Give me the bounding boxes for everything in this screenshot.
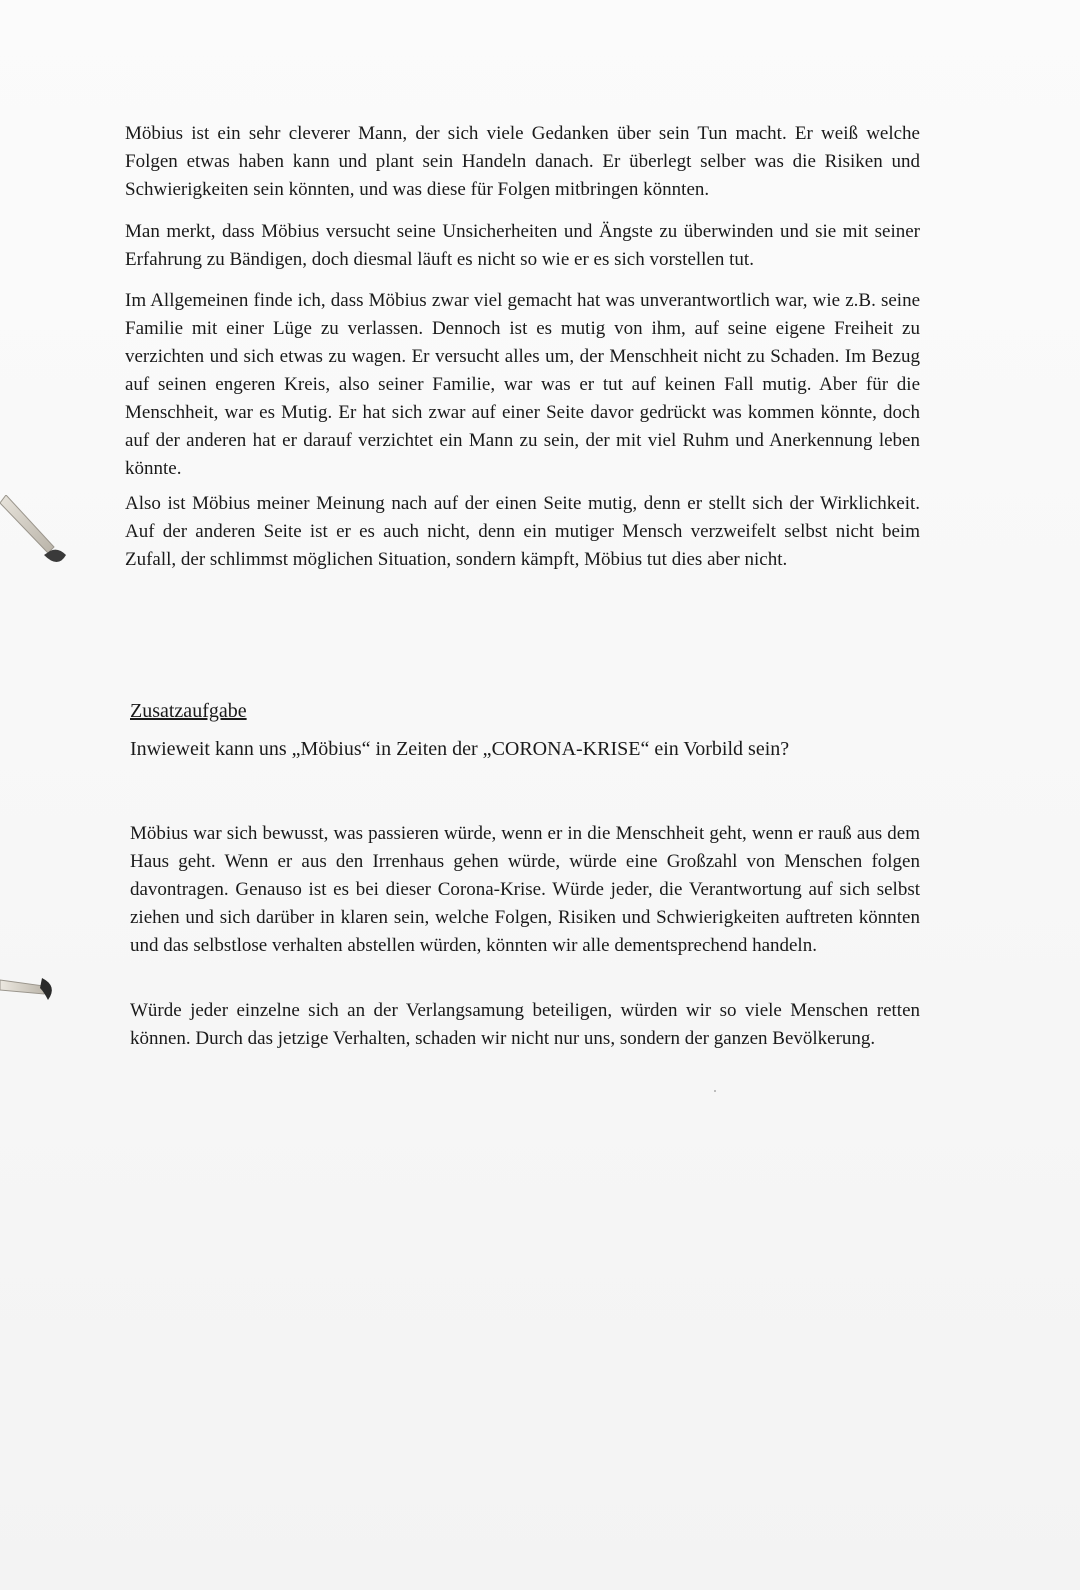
paragraph: Also ist Möbius meiner Meinung nach auf der einen Seite mutig, denn er stellt sich der Wirklichkeit. Auf der anderen Seite ist er es auch nicht, denn ein mutiger Mensch verzweifelt selbst nicht beim Zufall, der schlimmst möglichen Situation, sondern kämpft, Möbius tut dies aber nicht. [125, 493, 920, 570]
binder-clip-mark [0, 495, 70, 575]
scan-speck [714, 1090, 716, 1092]
binder-clip-mark [0, 960, 60, 1010]
paragraph: Man merkt, dass Möbius versucht seine Unsicherheiten und Ängste zu überwinden und sie mit seiner Erfahrung zu Bändigen, doch diesmal läuft es nicht so wie er es sich vorstellen tut. [125, 221, 920, 270]
paragraph: Im Allgemeinen finde ich, dass Möbius zwar viel gemacht hat was unverantwortlich war, wie z.B. seine Familie mit einer Lüge zu verlassen. Dennoch ist es mutig von ihm, auf seine eigene Freiheit zu verzichten und sich etwas zu wagen. Er versucht alles um, der Menschheit nicht zu Schaden. Im Bezug auf seinen engeren Kreis, also seiner Familie, war was er tut auf keinen Fall mutig. Aber für die Menschheit, war es Mutig. Er hat sich zwar auf einer Seite davor gedrückt was kommen könnte, doch auf der anderen hat er darauf verzichtet ein Mann zu sein, der mit viel Ruhm und Anerkennung leben könnte. [125, 290, 920, 479]
question-text: Inwieweit kann uns „Möbius“ in Zeiten der „CORONA-KRISE“ ein Vorbild sein? [130, 738, 790, 760]
paragraph: Möbius war sich bewusst, was passieren würde, wenn er in die Menschheit geht, wenn er rauß aus dem Haus geht. Wenn er aus den Irrenhaus gehen würde, würde eine Großzahl von Menschen folgen davontragen. Genauso ist es bei dieser Corona-Krise. Würde jeder, die Verantwortung auf sich selbst ziehen und sich darüber in klaren sein, welche Folgen, Risiken und Schwierigkeiten auftreten könnten und das selbstlose verhalten abstellen würden, könnten wir alle dementsprechend handeln. [130, 823, 920, 956]
section-heading: Zusatzaufgabe [130, 700, 247, 722]
paragraph: Möbius ist ein sehr cleverer Mann, der sich viele Gedanken über sein Tun macht. Er weiß welche Folgen etwas haben kann und plant sein Handeln danach. Er überlegt selber was die Risiken und Schwierigkeiten sein könnten, und was diese für Folgen mitbringen könnten. [125, 123, 920, 200]
paragraph: Würde jeder einzelne sich an der Verlangsamung beteiligen, würden wir so viele Menschen retten können. Durch das jetzige Verhalten, schaden wir nicht nur uns, sondern der ganzen Bevölkerung. [130, 1000, 920, 1049]
